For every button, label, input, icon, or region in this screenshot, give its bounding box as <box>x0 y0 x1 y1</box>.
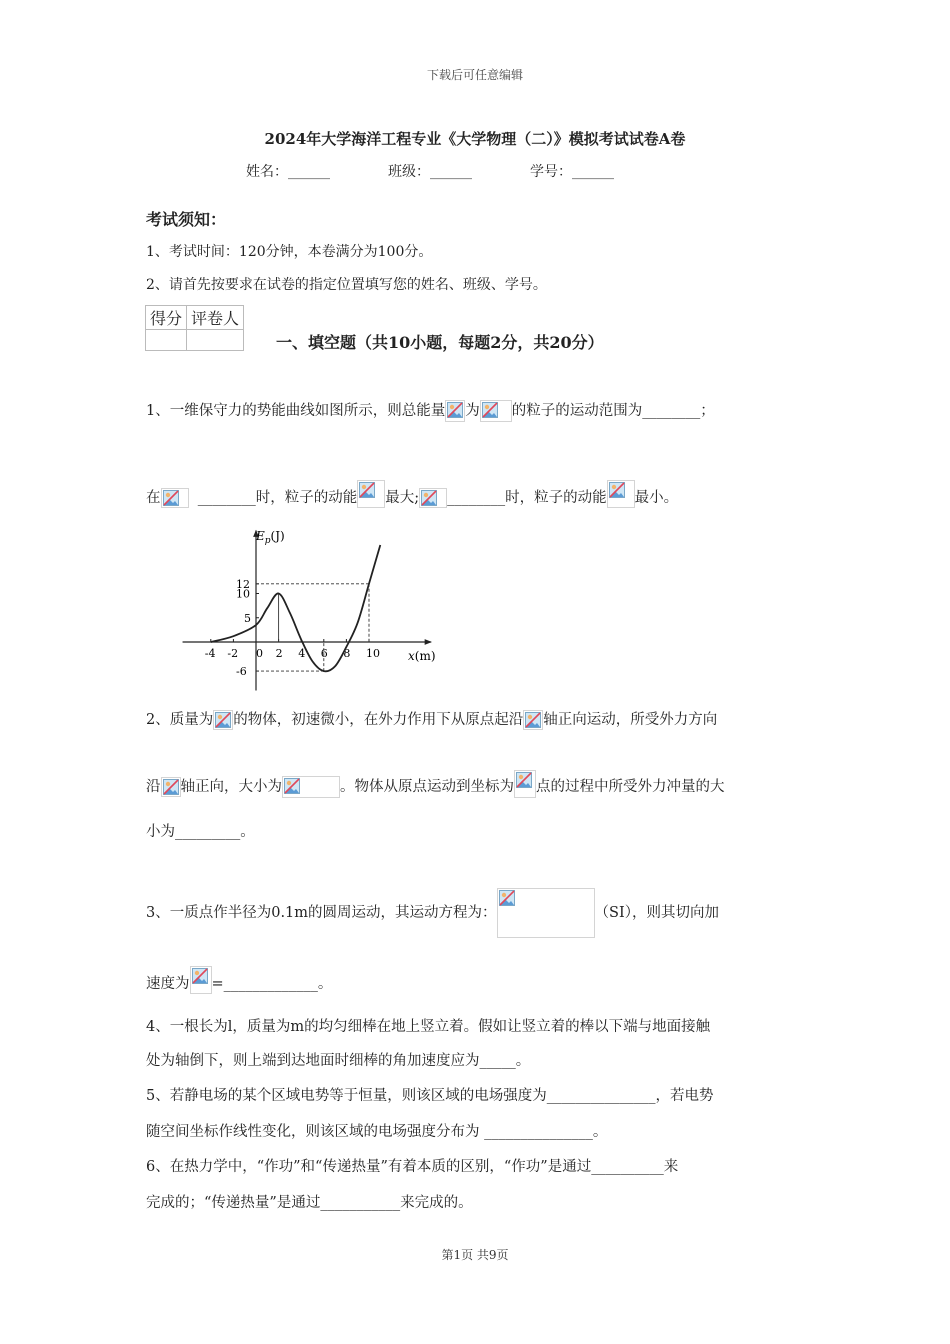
q2-text: 2、质量为 <box>146 712 214 728</box>
x-tick-label: 10 <box>366 647 380 660</box>
q3-text: （SI），则其切向加 <box>594 905 719 921</box>
q3-text: =_____________。 <box>211 976 333 992</box>
y-tick-label: 10 <box>236 587 250 601</box>
q1-text: 为 <box>465 403 480 419</box>
question-5-line-1: 5、若静电场的某个区域电势等于恒量，则该区域的电场强度为_______________，若电势 <box>146 1088 714 1104</box>
question-5-line-2: 随空间坐标作线性变化，则该区域的电场强度分布为 _______________。 <box>146 1124 608 1140</box>
section-title: 一、填空题（共10小题，每题2分，共20分） <box>276 333 604 352</box>
y-tick-label: -6 <box>236 665 247 679</box>
question-2-line-3: 小为_________。 <box>146 824 255 840</box>
score-header: 得分 <box>146 306 187 330</box>
question-6-line-1: 6、在热力学中，“作功”和“传递热量”有着本质的区别，“作功”是通过__________来 <box>146 1159 679 1175</box>
x-tick-label: 4 <box>298 647 306 660</box>
question-3-line-1 <box>146 888 719 938</box>
broken-image-icon <box>607 480 635 508</box>
header-note: 下载后可任意编辑 <box>426 68 523 82</box>
q3-text: 速度为 <box>146 976 190 992</box>
question-2-line-2 <box>146 770 725 798</box>
x-axis-label: x(m) <box>408 649 436 663</box>
x-tick-label: 8 <box>343 647 351 660</box>
question-6-line-2: 完成的；“传递热量”是通过___________来完成的。 <box>146 1195 473 1211</box>
y-tick-label: 12 <box>236 577 250 591</box>
question-3-line-2 <box>146 966 332 994</box>
grader-header: 评卷人 <box>187 306 244 330</box>
broken-image-icon <box>161 488 189 508</box>
q1-text: ________时，粒子的动能 <box>447 490 607 506</box>
question-1-line-2 <box>146 480 678 508</box>
question-2-line-1 <box>146 710 717 730</box>
broken-image-icon <box>282 776 340 798</box>
student-id-field: 学号：______ <box>530 164 614 180</box>
broken-image-icon <box>213 710 233 730</box>
grader-cell <box>187 330 244 351</box>
q2-text: 。物体从原点运动到坐标为 <box>340 779 514 795</box>
q3-text: 3、一质点作半径为0.1m的圆周运动，其运动方程为： <box>146 905 497 921</box>
q1-text: 的粒子的运动范围为________； <box>511 403 715 419</box>
q1-text: 在 <box>146 490 161 506</box>
x-tick-label: 2 <box>275 647 283 660</box>
q2-text: 沿 <box>146 779 161 795</box>
broken-image-icon <box>523 710 543 730</box>
broken-image-icon <box>161 777 181 797</box>
class-field: 班级：______ <box>388 164 472 180</box>
page-title: 2024年大学海洋工程专业《大学物理（二）》模拟考试试卷A卷 <box>264 130 686 148</box>
broken-image-icon <box>445 400 465 422</box>
name-field: 姓名：______ <box>246 164 330 180</box>
question-4-line-2: 处为轴倒下，则上端到达地面时细棒的角加速度应为_____。 <box>146 1053 531 1069</box>
broken-image-icon <box>419 488 447 508</box>
q1-text: 最大; <box>385 490 420 506</box>
page-footer: 第1页 共9页 <box>441 1248 509 1262</box>
q2-text: 点的过程中所受外力冲量的大 <box>536 779 725 795</box>
broken-image-icon <box>497 888 595 938</box>
q1-text: 1、一维保守力的势能曲线如图所示，则总能量 <box>146 403 446 419</box>
score-table <box>145 305 244 351</box>
potential-energy-chart <box>170 520 450 700</box>
broken-image-icon <box>514 770 536 798</box>
notice-heading: 考试须知： <box>146 210 227 229</box>
q2-text: 轴正向，大小为 <box>180 779 282 795</box>
q1-text: 最小。 <box>634 490 679 506</box>
y-tick-label: 5 <box>244 611 251 625</box>
x-tick-label: -4 <box>204 647 216 660</box>
q2-text: 的物体，初速微小，在外力作用下从原点起沿 <box>233 712 524 728</box>
broken-image-icon <box>190 966 212 994</box>
q1-text: ________时，粒子的动能 <box>197 490 358 506</box>
broken-image-icon <box>357 480 385 508</box>
broken-image-icon <box>480 400 512 422</box>
x-tick-label: 6 <box>320 647 328 660</box>
y-axis-label: $E_p(J)$ <box>256 529 285 546</box>
question-4-line-1: 4、一根长为l，质量为m的均匀细棒在地上竖立着。假如让竖立着的棒以下端与地面接触 <box>146 1019 711 1035</box>
q2-text: 轴正向运动，所受外力方向 <box>543 712 718 728</box>
score-cell <box>146 330 187 351</box>
question-1-line-1 <box>146 400 715 422</box>
notice-item-1: 1、考试时间：120分钟，本卷满分为100分。 <box>146 244 433 260</box>
notice-item-2: 2、请首先按要求在试卷的指定位置填写您的姓名、班级、学号。 <box>146 277 547 293</box>
x-tick-label: 0 <box>256 647 263 660</box>
x-tick-label: -2 <box>227 647 239 660</box>
